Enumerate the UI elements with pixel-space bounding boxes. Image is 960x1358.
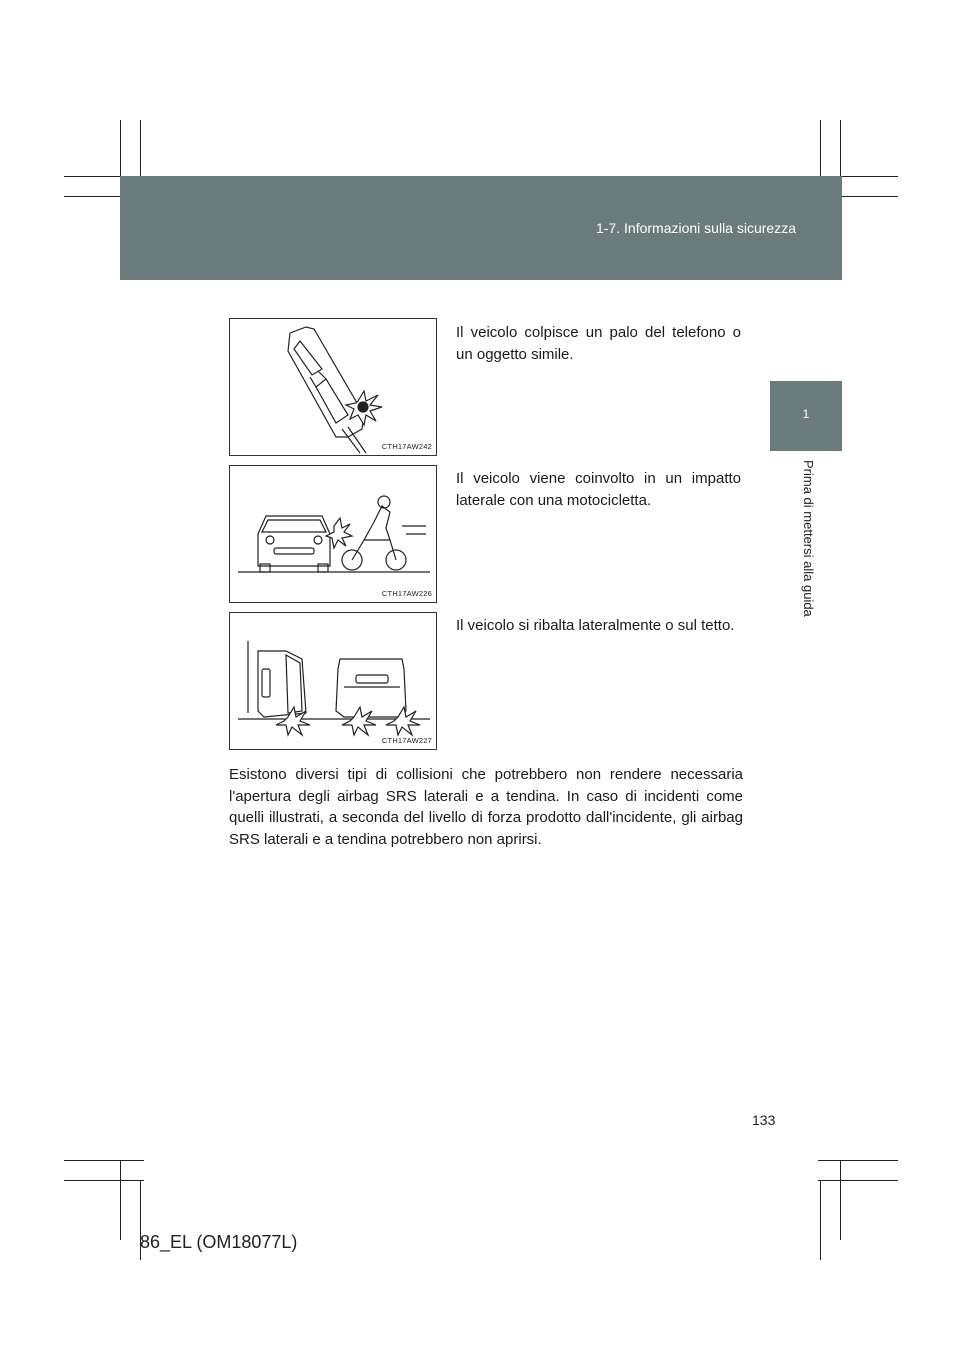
body-paragraph: Esistono diversi tipi di collisioni che potrebbero non rendere necessaria l'apertura degli airbag SRS laterali e a tendina. In caso di incidenti come quelli illustrati, a seconda del livello di forza prodotto dall'incidente, gli airbag SRS laterali e a tendina potrebbero non aprirsi. (229, 766, 743, 848)
car-motorcycle-collision-illustration (230, 466, 436, 602)
section-title: 1-7. Informazioni sulla sicurezza (596, 220, 796, 236)
crop-mark (840, 1160, 841, 1240)
crop-mark (818, 1160, 898, 1161)
chapter-label: Prima di mettersi alla guida (801, 460, 816, 617)
figure-caption: Il veicolo si ribalta lateralmente o sul tetto. (456, 617, 735, 634)
car-pole-collision-illustration (230, 319, 436, 455)
figure-code: CTH17AW242 (381, 442, 432, 451)
section-header (120, 176, 842, 280)
chapter-tab (770, 381, 842, 451)
page-number: 133 (752, 1112, 776, 1128)
crop-mark (820, 1180, 821, 1260)
figure-caption: Il veicolo viene coinvolto in un impatto laterale con una motocicletta. (456, 470, 741, 509)
crop-mark (64, 1180, 144, 1181)
crop-mark (818, 1180, 898, 1181)
figure-pole-collision (229, 318, 437, 456)
document-code: 86_EL (OM18077L) (140, 1232, 298, 1252)
chapter-number: 1 (802, 407, 810, 421)
figure-rollover (229, 612, 437, 750)
car-rollover-illustration (230, 613, 436, 749)
figure-code: CTH17AW226 (381, 589, 432, 598)
figure-caption: Il veicolo colpisce un palo del telefono o un oggetto simile. (456, 324, 741, 363)
crop-mark (64, 1160, 144, 1161)
crop-mark (120, 1160, 121, 1240)
figure-code: CTH17AW227 (381, 736, 432, 745)
figure-motorcycle-collision (229, 465, 437, 603)
